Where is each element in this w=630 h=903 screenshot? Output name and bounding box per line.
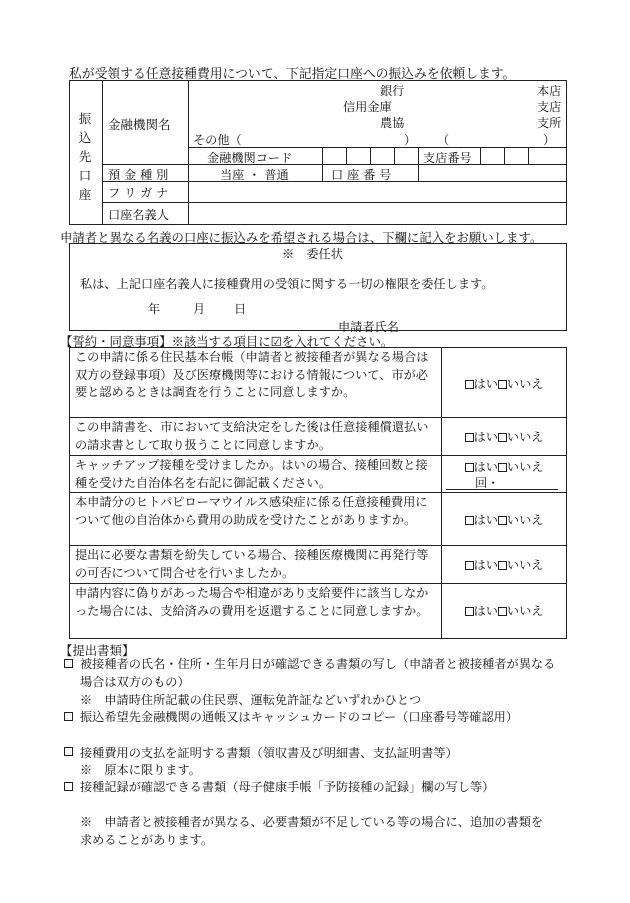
institution-label: 金融機関名 — [108, 117, 171, 132]
type-agri: 農協 — [380, 116, 405, 130]
doc-item-1: 被接種者の氏名・住所・生年月日が確認できる書類の写し（申請者と被接種者が異なる場合は双方のもの） — [80, 657, 556, 689]
furigana-label: フ リ ガ ナ — [108, 186, 169, 200]
docs-header: 【提出書類】 — [60, 643, 135, 658]
consent-item-2: この申請書を、市において支給決定をした後は任意接種償還払いの請求書として取り扱うことに同意しますか。 — [75, 420, 429, 452]
yes-checkbox[interactable] — [465, 516, 474, 525]
yes-checkbox[interactable] — [465, 433, 474, 442]
paren-close: ） — [404, 133, 417, 147]
doc-checkbox-2[interactable] — [64, 712, 73, 721]
account-label: 口 座 番 号 — [331, 168, 392, 182]
answer-row-5[interactable]: はい いいえ — [441, 556, 567, 573]
proxy-year: 年 — [148, 302, 161, 316]
yes-checkbox[interactable] — [465, 463, 474, 472]
paren-close2: ） — [543, 133, 556, 147]
consent-item-6: 申請内容に偽りがあった場合や相違があり支給要件に該当しなかった場合には、支給済みの費用を返還することに同意しますか。 — [75, 586, 429, 618]
consent-item-5: 提出に必要な書類を紛失している場合、接種医療機関に再発行等の可否について問合せを行いましたか。 — [75, 548, 429, 580]
doc-note-3: ※ 原本に限ります。 — [80, 763, 201, 777]
proxy-day: 日 — [234, 302, 247, 316]
doc-item-4: 接種記録が確認できる書類（母子健康手帳「予防接種の記録」欄の写し等） — [80, 780, 495, 794]
type-head: 本店 — [537, 84, 562, 98]
yes-checkbox[interactable] — [465, 561, 474, 570]
answer-row-6[interactable]: はい いいえ — [441, 602, 567, 619]
no-checkbox[interactable] — [498, 433, 507, 442]
branch-label: 支店番号 — [423, 151, 472, 165]
code-label: 金融機関コード — [207, 151, 293, 165]
answer-row-1[interactable]: はい いいえ — [441, 375, 567, 392]
type-bank: 銀行 — [380, 84, 405, 98]
doc-checkbox-3[interactable] — [64, 747, 73, 756]
doc-item-3: 接種費用の支払を証明する書類（領収書及び明細書、支払証明書等） — [80, 746, 458, 760]
proxy-note: 申請者と異なる名義の口座に振込みを希望される場合は、下欄に記入をお願いします。 — [60, 230, 543, 245]
doc-note-4: ※ 申請者と被接種者が異なる、必要書類が不足している等の場合に、追加の書類を求めることがあります。 — [80, 815, 544, 847]
doc-note-1: ※ 申請時住所記載の住民票、運転免許証などいずれかひとつ — [80, 693, 422, 707]
no-checkbox[interactable] — [498, 380, 507, 389]
no-checkbox[interactable] — [498, 607, 507, 616]
proxy-title: ※ 委任状 — [282, 247, 343, 261]
doc-checkbox-4[interactable] — [64, 782, 73, 791]
bank-side-label: 振 込 先 口 座 — [78, 111, 92, 202]
times-label: 回・ — [475, 476, 500, 490]
answer-row-3[interactable]: はい いいえ — [441, 458, 567, 475]
other-label: その他（ — [193, 133, 242, 147]
type-credit-union: 信用金庫 — [343, 100, 392, 114]
doc-checkbox-1[interactable] — [64, 659, 73, 668]
no-checkbox[interactable] — [498, 516, 507, 525]
doc-item-2: 振込希望先金融機関の通帳又はキャッシュカードのコピー（口座番号等確認用） — [80, 710, 519, 724]
consent-header: 【誓約・同意事項】※該当する項目に☑を入れてください。 — [60, 334, 394, 349]
no-checkbox[interactable] — [498, 561, 507, 570]
no-checkbox[interactable] — [498, 463, 507, 472]
type-sub: 支所 — [537, 116, 562, 130]
intro-text: 私が受領する任意接種費用について、下記指定口座への振込みを依頼します。 — [69, 67, 516, 82]
answer-row-2[interactable]: はい いいえ — [441, 428, 567, 445]
yes-checkbox[interactable] — [465, 607, 474, 616]
paren-open2: （ — [437, 133, 450, 147]
holder-label: 口座名義人 — [108, 208, 169, 222]
consent-item-1: この申請に係る住民基本台帳（申請者と被接種者が異なる場合は双方の登録事項）及び医療機関等における情報について、市が必要と認めるときは調査を行うことに同意しますか。 — [75, 350, 429, 399]
type-branch: 支店 — [537, 100, 562, 114]
answer-row-4[interactable]: はい いいえ — [441, 511, 567, 528]
proxy-text: 私は、上記口座名義人に接種費用の受領に関する一切の権限を委任します。 — [80, 277, 494, 291]
proxy-month: 月 — [193, 302, 206, 316]
consent-item-4: 本申請分のヒトパピローマウイルス感染症に係る任意接種費用について他の自治体から費用の助成を受けたことがありますか。 — [75, 495, 428, 527]
proxy-applicant: 申請者氏名 — [338, 320, 399, 334]
deposit-options: 当座 ・ 普通 — [220, 168, 289, 182]
consent-item-3: キャッチアップ接種を受けましたか。はいの場合、接種回数と接種を受けた自治体名を右記に御記載ください。 — [75, 458, 428, 490]
deposit-label: 預 金 種 別 — [108, 168, 169, 182]
yes-checkbox[interactable] — [465, 380, 474, 389]
